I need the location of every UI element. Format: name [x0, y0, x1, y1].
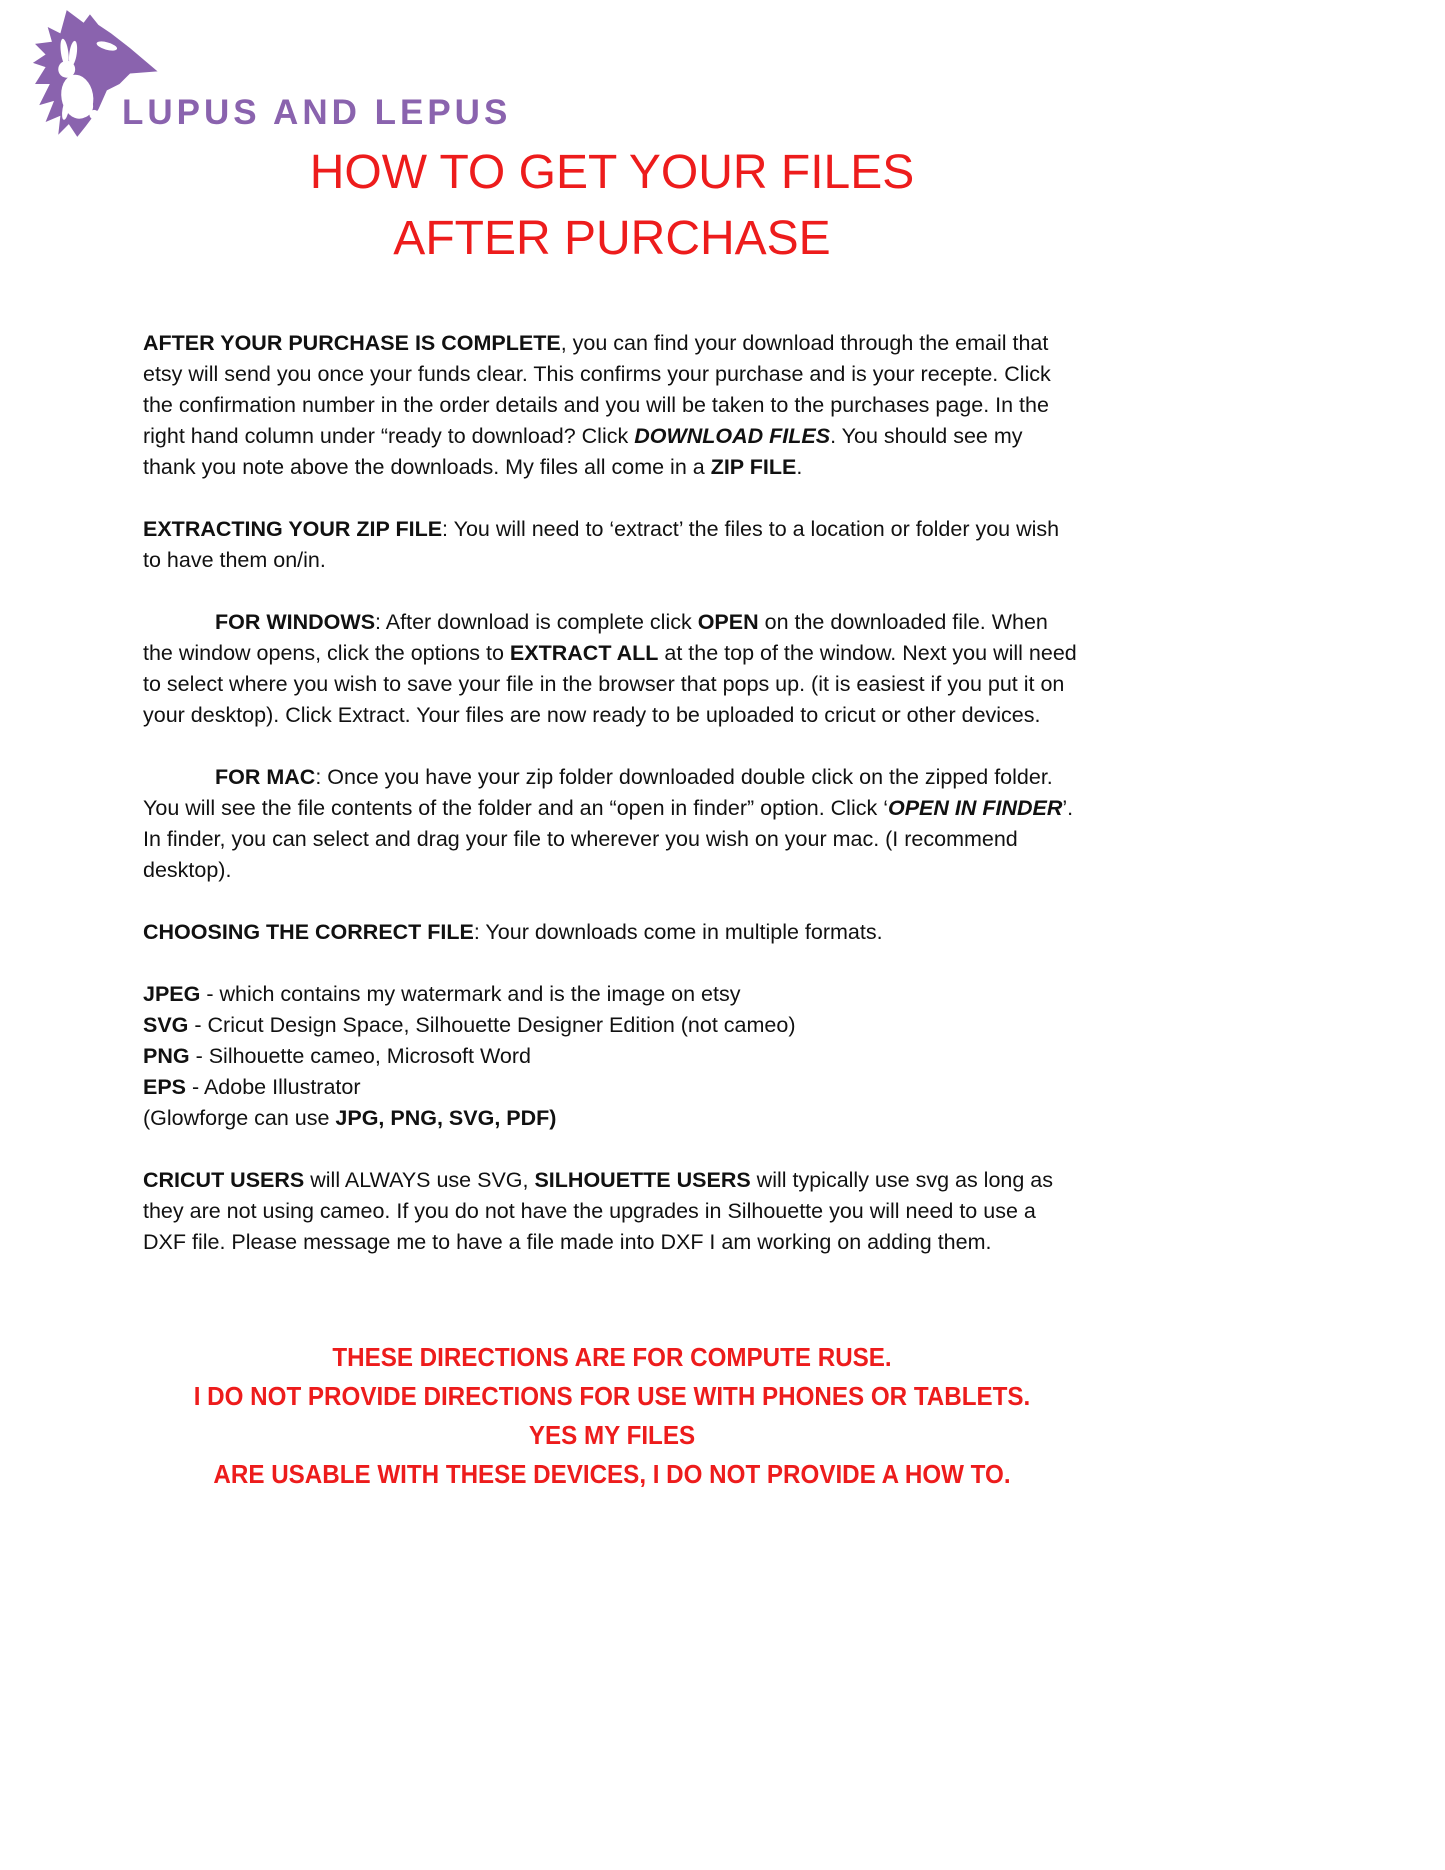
for-windows-text-3: at the top of the window. Next you will need to select where you wish to save your file in the browser that pops up. (it is easiest if you put it on your desktop). Click Extract. Your files are now ready to be uploaded to cricut or other devices. — [143, 641, 1077, 727]
paragraph-for-windows — [143, 607, 1081, 731]
page-title — [143, 140, 1081, 272]
document-content — [143, 140, 1081, 1494]
paragraph-for-mac — [143, 762, 1081, 886]
extracting-lead: EXTRACTING YOUR ZIP FILE — [143, 517, 443, 541]
open-emphasis: OPEN — [697, 610, 759, 634]
brand-name: LUPUS AND LEPUS — [122, 93, 512, 132]
download-files-emphasis: DOWNLOAD FILES — [634, 424, 831, 448]
format-eps-desc: - Adobe Illustrator — [186, 1075, 361, 1099]
format-svg-label: SVG — [143, 1013, 189, 1037]
format-item-png — [143, 1041, 1081, 1072]
cricut-users-lead: CRICUT USERS — [143, 1168, 305, 1192]
choosing-file-lead: CHOOSING THE CORRECT FILE — [143, 920, 474, 944]
for-windows-text-1: : After download is complete click — [375, 610, 698, 634]
silhouette-users-emphasis: SILHOUETTE USERS — [534, 1168, 751, 1192]
format-item-svg — [143, 1010, 1081, 1041]
paragraph-choosing-file — [143, 917, 1081, 948]
glowforge-formats-emphasis: JPG, PNG, SVG, PDF) — [335, 1106, 557, 1130]
open-in-finder-emphasis: OPEN IN FINDER — [887, 796, 1063, 820]
for-windows-text-2: on the downloaded file. When the window opens, click the options to — [143, 610, 1048, 665]
after-purchase-text-1: , you can find your download through the email that etsy will send you once your funds clear. This confirms your purchase and is your recepte. Click the confirmation number in the order details and you will be taken to the purchases page. In the right hand column under “ready to download? Click — [143, 331, 1051, 448]
device-warning — [143, 1338, 1081, 1494]
page-title-line2: AFTER PURCHASE — [393, 212, 831, 265]
choosing-file-text: : Your downloads come in multiple formats. — [473, 920, 883, 944]
zip-file-emphasis: ZIP FILE — [710, 455, 797, 479]
for-mac-text-2: ’. In finder, you can select and drag your file to wherever you wish on your mac. (I recommend desktop). — [143, 796, 1074, 882]
cricut-users-text-2: will typically use svg as long as they are not using cameo. If you do not have the upgrades in Silhouette you will need to use a DXF file. Please message me to have a file made into DXF I am working on adding them. — [143, 1168, 1054, 1254]
format-png-label: PNG — [143, 1044, 190, 1068]
file-format-list — [143, 979, 1081, 1134]
format-item-glowforge — [143, 1103, 1081, 1134]
format-jpeg-desc: - which contains my watermark and is the image on etsy — [200, 982, 741, 1006]
format-png-desc: - Silhouette cameo, Microsoft Word — [189, 1044, 531, 1068]
for-mac-lead: FOR MAC — [215, 765, 316, 789]
page-title-line1: HOW TO GET YOUR FILES — [309, 146, 915, 199]
after-purchase-text-2: . You should see my thank you note above the downloads. My files all come in a — [143, 424, 1023, 479]
cricut-users-text-1: will ALWAYS use SVG, — [304, 1168, 535, 1192]
paragraph-cricut-users — [143, 1165, 1081, 1258]
extract-all-emphasis: EXTRACT ALL — [509, 641, 659, 665]
format-eps-label: EPS — [143, 1075, 187, 1099]
glowforge-text: (Glowforge can use — [143, 1106, 336, 1130]
for-windows-lead: FOR WINDOWS — [215, 610, 376, 634]
instructions-body — [143, 328, 1081, 1258]
format-item-jpeg — [143, 979, 1081, 1010]
format-jpeg-label: JPEG — [143, 982, 201, 1006]
device-warning-line1: THESE DIRECTIONS ARE FOR COMPUTE RUSE. — [332, 1342, 892, 1372]
extracting-text: : You will need to ‘extract’ the files to a location or folder you wish to have them on/in. — [143, 517, 1060, 572]
paragraph-extracting — [143, 514, 1081, 576]
format-svg-desc: - Cricut Design Space, Silhouette Designer Edition (not cameo) — [188, 1013, 796, 1037]
lupus-and-lepus-logo — [22, 8, 512, 148]
for-mac-text-1: : Once you have your zip folder downloaded double click on the zipped folder. You will see the file contents of the folder and an “open in finder” option. Click ‘ — [143, 765, 1053, 820]
paragraph-after-purchase — [143, 328, 1081, 483]
after-purchase-text-3: . — [796, 455, 803, 479]
device-warning-line2: I DO NOT PROVIDE DIRECTIONS FOR USE WITH PHONES OR TABLETS. YES MY FILES — [193, 1381, 1031, 1450]
format-item-eps — [143, 1072, 1081, 1103]
after-purchase-lead: AFTER YOUR PURCHASE IS COMPLETE — [143, 331, 561, 355]
device-warning-line3: ARE USABLE WITH THESE DEVICES, I DO NOT PROVIDE A HOW TO. — [213, 1459, 1011, 1489]
